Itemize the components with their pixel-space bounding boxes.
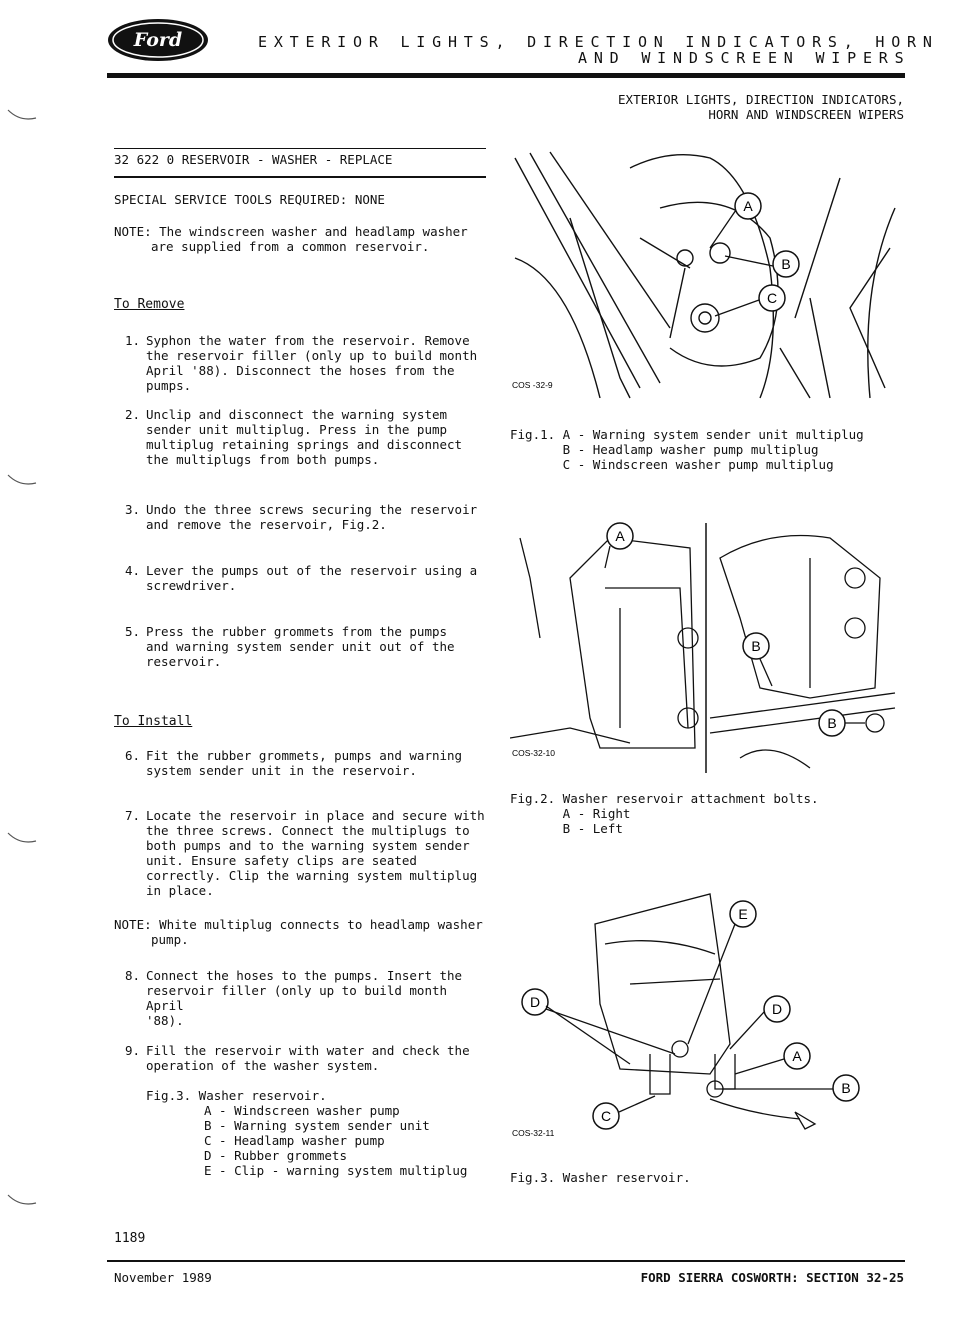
step-text: Press the rubber grommets from the pumps and warning system sender unit out of the reservoir.	[146, 624, 455, 669]
note-common-reservoir	[114, 224, 489, 254]
fig2-code: COS-32-10	[512, 748, 555, 758]
logo-text: Ford	[133, 29, 183, 51]
step-number: 4.	[124, 563, 140, 578]
fig3-caption: Fig.3. Washer reservoir.	[510, 1170, 691, 1185]
step-text: Syphon the water from the reservoir. Remove the reservoir filler (only up to build month April '88). Disconnect the hoses from the pumps.	[146, 333, 478, 393]
step-number: 2.	[124, 407, 140, 422]
step-5	[114, 624, 489, 669]
fig1-caption-line: C - Windscreen washer pump multiplug	[510, 457, 834, 472]
fig1-callout-a: A	[743, 198, 753, 214]
footer-section: FORD SIERRA COSWORTH: SECTION 32-25	[640, 1270, 904, 1285]
fig3-illustration	[510, 884, 905, 1144]
note2-line1: NOTE: White multiplug connects to headlamp washer	[114, 917, 483, 932]
footer-date: November 1989	[114, 1270, 212, 1285]
title-rule-bottom	[114, 176, 486, 178]
step-text: Fill the reservoir with water and check the operation of the washer system.	[146, 1043, 470, 1073]
fig3-callout-e: E	[738, 906, 748, 922]
to-remove-heading: To Remove	[114, 297, 185, 312]
fig1-caption	[510, 427, 910, 472]
fig3-legend-item: C - Headlamp washer pump	[204, 1133, 385, 1148]
step-number: 5.	[124, 624, 140, 639]
fig3-callouts	[522, 901, 859, 1129]
step-9	[114, 1043, 489, 1073]
note1-line2: are supplied from a common reservoir.	[151, 239, 430, 254]
page-number: 1189	[114, 1231, 146, 1246]
fig2-caption	[510, 791, 910, 836]
fig1-code: COS -32-9	[512, 380, 553, 390]
fig1-callout-c: C	[766, 290, 778, 306]
step-text: Connect the hoses to the pumps. Insert the reservoir filler (only up to build month April '88).	[146, 968, 463, 1028]
step-number: 6.	[124, 748, 140, 763]
step-text: Lever the pumps out of the reservoir using a screwdriver.	[146, 563, 478, 593]
note1-line1: NOTE: The windscreen washer and headlamp washer	[114, 224, 468, 239]
step-text: Fit the rubber grommets, pumps and warning system sender unit in the reservoir.	[146, 748, 463, 778]
fig1-callout-b: B	[781, 256, 791, 272]
fig3-callout-d-right: D	[771, 1001, 783, 1017]
to-install-heading: To Install	[114, 714, 193, 729]
footer-rule	[107, 1260, 905, 1262]
fig1-caption-line: Fig.1. A - Warning system sender unit multiplug	[510, 427, 864, 442]
fig2-caption-line: B - Left	[510, 821, 623, 836]
fig2-callout-a: A	[615, 528, 625, 544]
section-header	[484, 92, 904, 122]
step-2	[114, 407, 489, 467]
step-number: 7.	[124, 808, 140, 823]
fig1-illustration	[510, 148, 905, 403]
fig2-callout-b-upper: B	[751, 638, 761, 654]
step-number: 1.	[124, 333, 140, 348]
step-4	[114, 563, 489, 593]
fig3-callout-a: A	[792, 1048, 802, 1064]
fig2-caption-line: A - Right	[510, 806, 631, 821]
step-1	[114, 333, 489, 393]
header-rule	[107, 73, 905, 78]
title-rule-top	[114, 148, 486, 149]
fig3-callout-c: C	[600, 1108, 612, 1124]
step-3	[114, 502, 489, 532]
special-tools: SPECIAL SERVICE TOOLS REQUIRED: NONE	[114, 192, 385, 207]
fig1-callouts	[710, 193, 799, 316]
step-number: 3.	[124, 502, 140, 517]
step-text: Undo the three screws securing the reservoir and remove the reservoir, Fig.2.	[146, 502, 478, 532]
fig3-legend-item: E - Clip - warning system multiplug	[204, 1163, 468, 1178]
fig2-callout-b-lower: B	[827, 715, 837, 731]
section-header-line2: HORN AND WINDSCREEN WIPERS	[708, 107, 904, 122]
fig2-caption-line: Fig.2. Washer reservoir attachment bolts.	[510, 791, 819, 806]
step-text: Unclip and disconnect the warning system sender unit multiplug. Press in the pump multiplug retaining springs and disconnect the multiplugs from both pumps.	[146, 407, 463, 467]
fig1-caption-line: B - Headlamp washer pump multiplug	[510, 442, 819, 457]
fig3-legend-item: D - Rubber grommets	[204, 1148, 347, 1163]
section-header-line1: EXTERIOR LIGHTS, DIRECTION INDICATORS,	[618, 92, 904, 107]
fig3-legend-title: Fig.3. Washer reservoir.	[146, 1088, 327, 1103]
procedure-title: 32 622 0 RESERVOIR - WASHER - REPLACE	[114, 152, 393, 167]
binder-marks	[0, 0, 60, 1321]
fig3-callout-d-left: D	[529, 994, 541, 1010]
step-7	[114, 808, 489, 898]
step-number: 8.	[124, 968, 140, 983]
fig3-legend	[114, 1088, 489, 1178]
step-text: Locate the reservoir in place and secure with the three screws. Connect the multiplugs to both pumps and to the warning system sender unit. Ensure safety clips are seated correctly. Clip the warning system multiplug in place.	[146, 808, 485, 898]
fig3-legend-item: B - Warning system sender unit	[204, 1118, 430, 1133]
fig2-illustration	[510, 518, 905, 778]
fig3-legend-item: A - Windscreen washer pump	[204, 1103, 400, 1118]
header-title-line1: EXTERIOR LIGHTS, DIRECTION INDICATORS, HORN	[258, 33, 939, 51]
step-6	[114, 748, 489, 778]
fig2-callouts	[605, 523, 865, 736]
step-8	[114, 968, 489, 1028]
ford-logo	[107, 18, 209, 62]
fig3-code: COS-32-11	[512, 1128, 555, 1138]
note-white-multiplug	[114, 917, 489, 947]
note2-line2: pump.	[151, 932, 189, 947]
fig3-callout-b: B	[841, 1080, 851, 1096]
header-title-line2: AND WINDSCREEN WIPERS	[578, 49, 911, 67]
step-number: 9.	[124, 1043, 140, 1058]
